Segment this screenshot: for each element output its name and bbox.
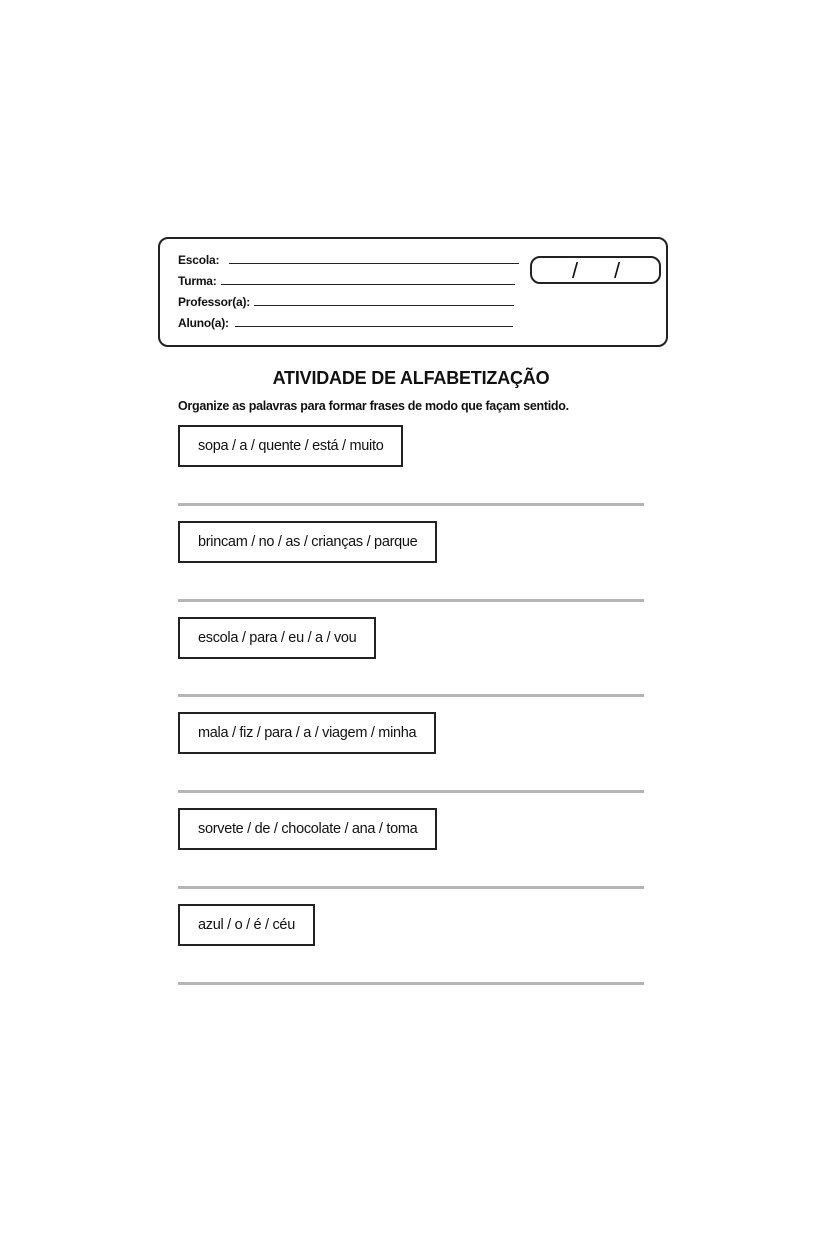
word-box-1: sopa / a / quente / está / muito	[178, 425, 403, 467]
word-box-3: escola / para / eu / a / vou	[178, 617, 376, 659]
word-box-5: sorvete / de / chocolate / ana / toma	[178, 808, 437, 850]
instruction-text: Organize as palavras para formar frases de modo que façam sentido.	[178, 399, 569, 413]
school-line[interactable]	[229, 262, 519, 264]
answer-line-6[interactable]	[178, 982, 644, 985]
school-field[interactable]	[178, 253, 519, 267]
date-slash-2: /	[614, 258, 621, 283]
answer-line-4[interactable]	[178, 790, 644, 793]
class-field[interactable]	[178, 274, 515, 288]
word-box-4: mala / fiz / para / a / viagem / minha	[178, 712, 436, 754]
student-label: Aluno(a):	[178, 316, 229, 330]
teacher-label: Professor(a):	[178, 295, 251, 309]
word-box-2: brincam / no / as / crianças / parque	[178, 521, 437, 563]
class-line[interactable]	[221, 283, 515, 285]
date-box[interactable]	[530, 256, 661, 284]
teacher-field[interactable]	[178, 295, 514, 309]
student-info-box	[158, 237, 668, 347]
student-field[interactable]	[178, 316, 513, 330]
student-line[interactable]	[235, 325, 513, 327]
word-box-6: azul / o / é / céu	[178, 904, 315, 946]
class-label: Turma:	[178, 274, 217, 288]
school-label: Escola:	[178, 253, 220, 267]
teacher-line[interactable]	[254, 304, 514, 306]
answer-line-3[interactable]	[178, 694, 644, 697]
answer-line-2[interactable]	[178, 599, 644, 602]
date-slash-1: /	[572, 258, 579, 283]
page-title: ATIVIDADE DE ALFABETIZAÇÃO	[272, 368, 550, 388]
answer-line-5[interactable]	[178, 886, 644, 889]
answer-line-1[interactable]	[178, 503, 644, 506]
